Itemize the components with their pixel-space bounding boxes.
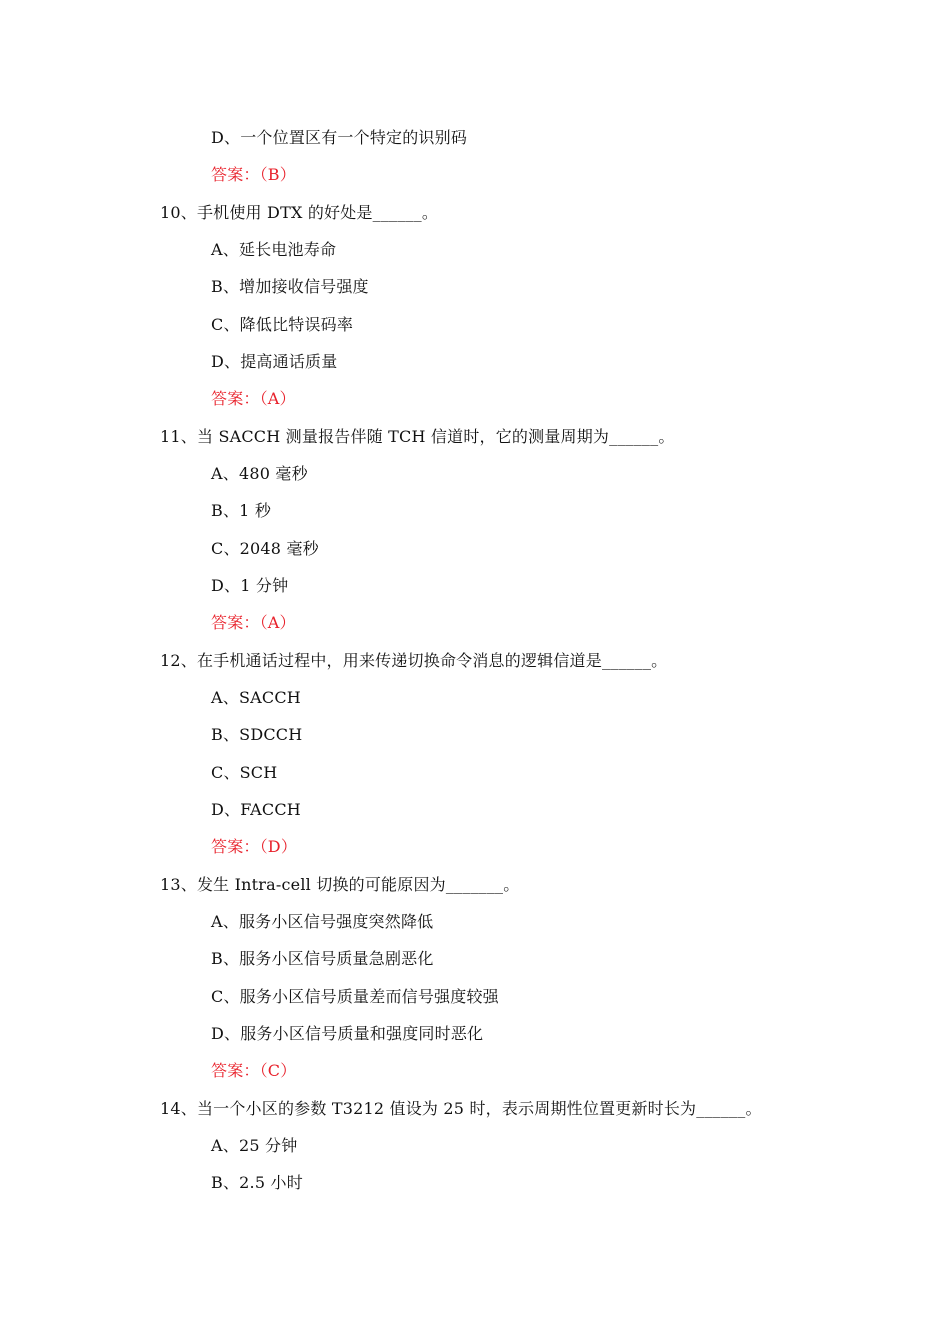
option-line: C、2048 毫秒 <box>211 539 319 558</box>
option-line: B、服务小区信号质量急剧恶化 <box>211 949 434 968</box>
option-line: A、25 分钟 <box>211 1136 298 1155</box>
option-line: A、服务小区信号强度突然降低 <box>211 912 434 931</box>
option-line: A、延长电池寿命 <box>211 240 337 259</box>
option-line: B、2.5 小时 <box>211 1173 303 1192</box>
option-line: B、SDCCH <box>211 725 303 744</box>
answer-line: 答案：（C） <box>211 1061 297 1080</box>
option-line: B、1 秒 <box>211 501 272 520</box>
option-line: D、提高通话质量 <box>211 352 338 371</box>
option-line: B、增加接收信号强度 <box>211 277 369 296</box>
option-line: A、480 毫秒 <box>211 464 308 483</box>
option-line: C、降低比特误码率 <box>211 315 354 334</box>
option-line: D、1 分钟 <box>211 576 289 595</box>
question-line: 14、当一个小区的参数 T3212 值设为 25 时，表示周期性位置更新时长为______。 <box>160 1099 762 1118</box>
question-line: 11、当 SACCH 测量报告伴随 TCH 信道时，它的测量周期为______。 <box>160 427 675 446</box>
answer-line: 答案：（A） <box>211 389 296 408</box>
option-line: C、SCH <box>211 763 278 782</box>
answer-line: 答案：（D） <box>211 837 298 856</box>
question-line: 10、手机使用 DTX 的好处是______。 <box>160 203 439 222</box>
option-line: A、SACCH <box>211 688 301 707</box>
question-line: 12、在手机通话过程中，用来传递切换命令消息的逻辑信道是______。 <box>160 651 668 670</box>
question-line: 13、发生 Intra-cell 切换的可能原因为_______。 <box>160 875 520 894</box>
option-line: D、FACCH <box>211 800 301 819</box>
answer-line: 答案：（B） <box>211 165 296 184</box>
option-line: D、一个位置区有一个特定的识别码 <box>211 128 468 147</box>
option-line: D、服务小区信号质量和强度同时恶化 <box>211 1024 484 1043</box>
answer-line: 答案：（A） <box>211 613 296 632</box>
option-line: C、服务小区信号质量差而信号强度较强 <box>211 987 499 1006</box>
